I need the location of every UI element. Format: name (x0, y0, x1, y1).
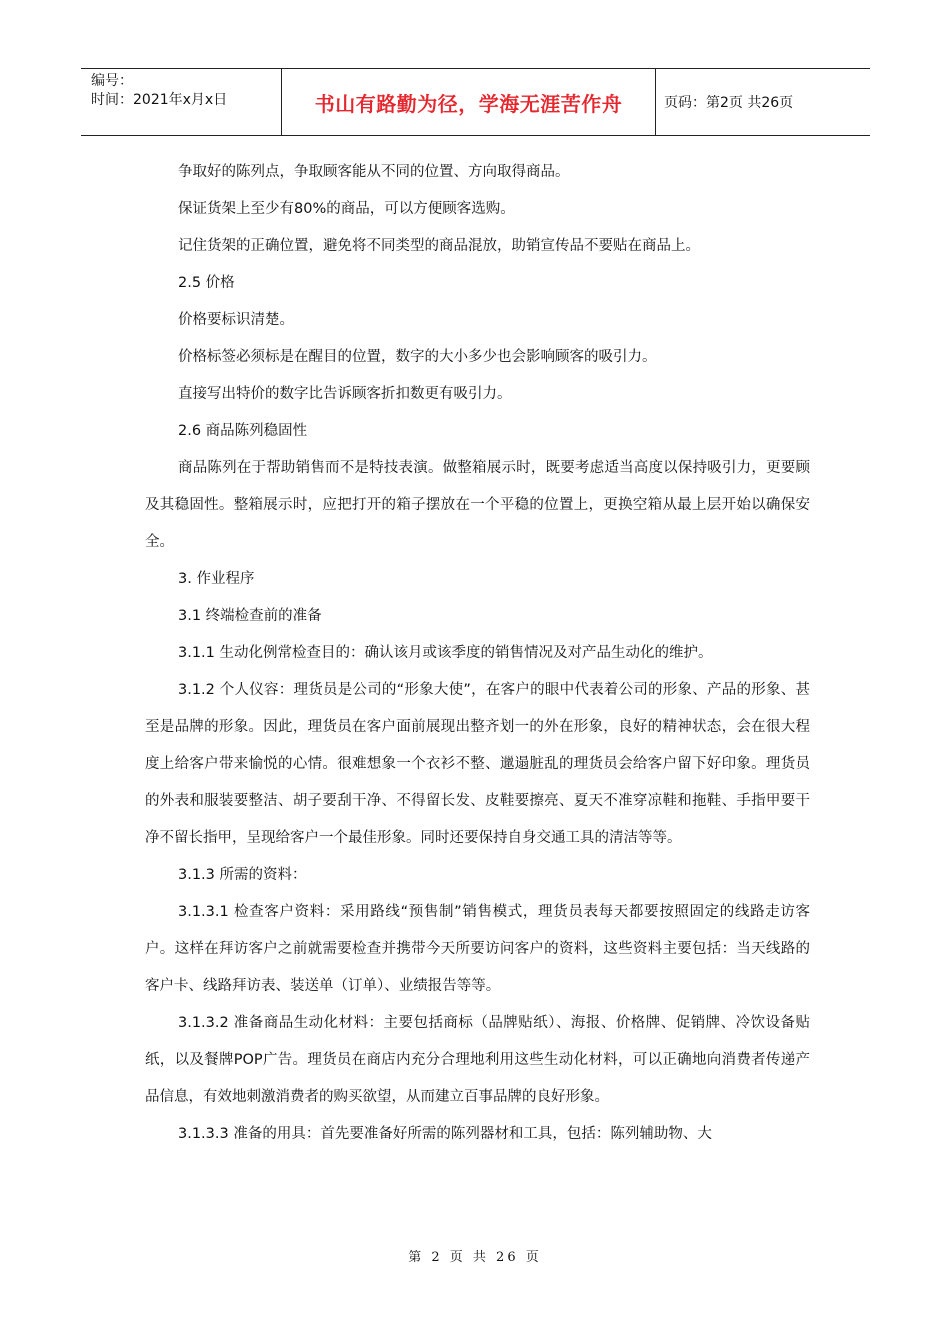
section-heading: 3. 作业程序 (178, 571, 255, 587)
paragraph: 3.1.3.3 准备的用具：首先要准备好所需的陈列器材和工具，包括：陈列辅助物、大 (178, 1126, 712, 1142)
paragraph: 价格要标识清楚。 (178, 312, 294, 328)
header-meta (81, 69, 282, 135)
paragraph: 商品陈列在于帮助销售而不是特技表演。做整箱展示时，既要考虑适当高度以保持吸引力，更要顾及其稳固性。整箱展示时，应把打开的箱子摆放在一个平稳的位置上，更换空箱从最上层开始以确保安全。 (145, 460, 810, 550)
paragraph: 直接写出特价的数字比告诉顾客折扣数更有吸引力。 (178, 386, 512, 402)
document-body (145, 154, 810, 1153)
paragraph: 3.1.3.1 检查客户资料：采用路线“预售制”销售模式，理货员表每天都要按照固定的线路走访客户。这样在拜访客户之前就需要检查并携带今天所要访问客户的资料，这些资料主要包括：当天线路的客户卡、线路拜访表、装送单（订单）、业绩报告等等。 (145, 904, 810, 994)
paragraph: 3.1.2 个人仪容：理货员是公司的“形象大使”，在客户的眼中代表着公司的形象、产品的形象、甚至是品牌的形象。因此，理货员在客户面前展现出整齐划一的外在形象，良好的精神状态，会在很大程度上给客户带来愉悦的心情。很难想象一个衣衫不整、邋遢脏乱的理货员会给客户留下好印象。理货员的外表和服装要整洁、胡子要刮干净、不得留长发、皮鞋要擦亮、夏天不准穿凉鞋和拖鞋、手指甲要干净不留长指甲，呈现给客户一个最佳形象。同时还要保持自身交通工具的清洁等等。 (145, 682, 810, 846)
paragraph: 3.1.3.2 准备商品生动化材料：主要包括商标（品牌贴纸）、海报、价格牌、促销牌、冷饮设备贴纸，以及餐牌POP广告。理货员在商店内充分合理地利用这些生动化材料，可以正确地向消费者传递产品信息，有效地刺激消费者的购买欲望，从而建立百事品牌的良好形象。 (145, 1015, 810, 1105)
section-heading: 3.1 终端检查前的准备 (178, 608, 322, 624)
section-heading: 3.1.3 所需的资料： (178, 867, 307, 883)
document-number-label: 编号： (91, 73, 133, 89)
section-heading: 2.6 商品陈列稳固性 (178, 423, 308, 439)
paragraph: 3.1.1 生动化例常检查目的：确认该月或该季度的销售情况及对产品生动化的维护。 (178, 645, 713, 661)
header-motto: 书山有路勤为径，学海无涯苦作舟 (282, 69, 656, 135)
page-footer: 第 2 页 共 26 页 (408, 1250, 542, 1265)
paragraph: 记住货架的正确位置，避免将不同类型的商品混放，助销宣传品不要贴在商品上。 (178, 238, 700, 254)
section-heading: 2.5 价格 (178, 275, 235, 291)
page-header (81, 68, 870, 136)
header-page-info: 页码：第2页 共26页 (664, 95, 794, 111)
paragraph: 保证货架上至少有80%的商品，可以方便顾客选购。 (178, 201, 515, 217)
paragraph: 争取好的陈列点，争取顾客能从不同的位置、方向取得商品。 (178, 164, 570, 180)
document-date: 时间：2021年x月x日 (91, 92, 228, 108)
paragraph: 价格标签必须标是在醒目的位置，数字的大小多少也会影响顾客的吸引力。 (178, 349, 657, 365)
